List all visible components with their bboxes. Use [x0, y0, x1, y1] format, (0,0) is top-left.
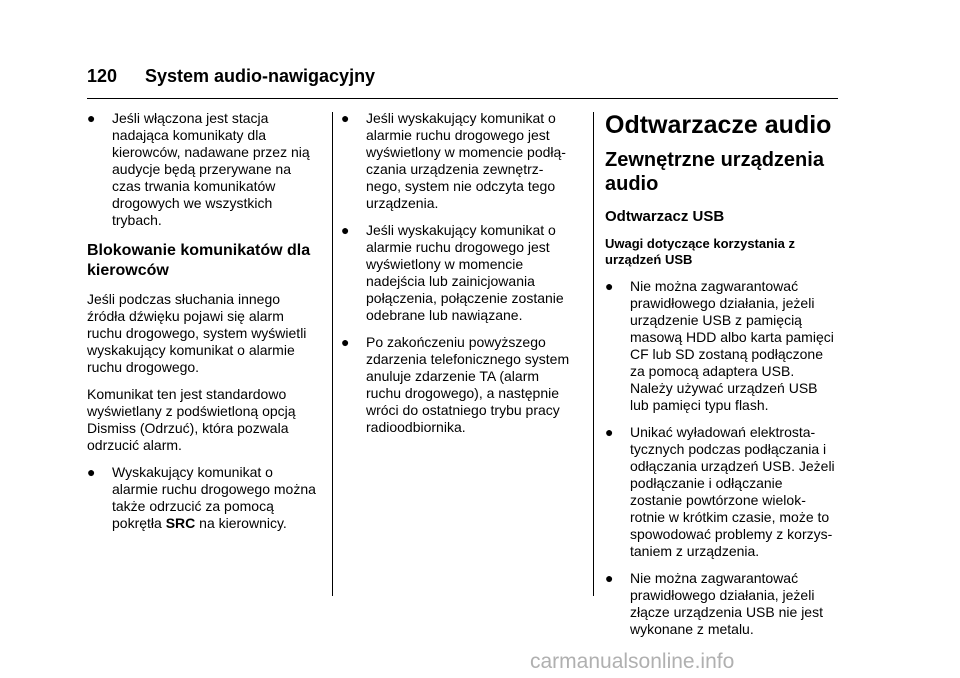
notes-heading: Uwagi dotyczące korzystania z urządzeń USB [605, 236, 796, 267]
list-item-text: Jeśli wyskakujący komunikat o alarmie ruchu drogowego jest wyświetlony w momencie podłą- czania urządzenia zewnętrz- nego, system nie odczyta tego urządzenia. [366, 110, 566, 211]
list-item-text: Nie można zagwarantować prawidłowego działania, jeżeli urządzenie USB z pamięcią masową HDD albo karta pamięci CF lub SD zostaną podłączone za pomocą adaptera USB. Należy używać urządzeń USB lub pamięci typu flash. [630, 278, 834, 413]
watermark: carmanualsonline.info [530, 650, 735, 673]
section-heading: Odtwarzacz USB [605, 208, 725, 225]
page-title: System audio-nawigacyjny [145, 66, 376, 86]
bullet-icon: ● [87, 110, 96, 126]
page-header [87, 66, 375, 87]
bullet-icon: ● [605, 278, 614, 294]
list-item [605, 570, 845, 638]
list-item-text-part: na kierownicy. [195, 515, 287, 531]
page-number: 120 [87, 66, 118, 86]
chapter-subtitle: Zewnętrzne urządzenia audio [605, 149, 824, 195]
bullet-icon: ● [87, 464, 96, 480]
column-3 [605, 110, 845, 648]
bullet-icon: ● [605, 570, 614, 586]
list-item [341, 334, 586, 436]
list-item-text: Nie można zagwarantować prawidłowego działania, jeżeli złącze urządzenia USB nie jest wykonane z metalu. [630, 570, 823, 637]
list-item [605, 278, 845, 414]
list-item-text: Jeśli włączona jest stacja nadająca komunikaty dla kierowców, nadawane przez nią audycje będą przerywane na czas trwania komunikatów drogowych we wszystkich trybach. [112, 110, 310, 228]
src-knob-label: SRC [165, 515, 196, 531]
list-item [341, 110, 586, 212]
column-divider-2 [593, 112, 594, 596]
list-item-text: Jeśli wyskakujący komunikat o alarmie ruchu drogowego jest wyświetlony w momencie nadejścia lub zainicjowania połączenia, połączenie zostanie odebrane lub nawiązane. [366, 222, 564, 323]
list-item [87, 110, 327, 229]
section-heading: Blokowanie komunikatów dla kierowców [87, 242, 311, 279]
bullet-icon: ● [341, 110, 350, 126]
paragraph: Komunikat ten jest standardowo wyświetlany z podświetloną opcją Dismiss (Odrzuć), która pozwala odrzucić alarm. [87, 386, 296, 453]
column-1 [87, 110, 327, 542]
bullet-icon: ● [341, 222, 350, 238]
chapter-title: Odtwarzacze audio [605, 111, 832, 139]
paragraph: Jeśli podczas słuchania innego źródła dźwięku pojawi się alarm ruchu drogowego, system wyświetli wyskakujący komunikat o alarmie ruchu drogowego. [87, 291, 307, 375]
list-item-text: Po zakończeniu powyższego zdarzenia telefonicznego system anuluje zdarzenie TA (alarm ruchu drogowego), a następnie wróci do ostatniego trybu pracy radioodbiornika. [366, 334, 570, 435]
bullet-icon: ● [341, 334, 350, 350]
column-divider-1 [332, 112, 333, 596]
column-2 [341, 110, 586, 446]
header-rule [87, 98, 838, 99]
list-item-text: Unikać wyładowań elektrosta- tycznych podczas podłączania i odłączania urządzeń USB. Jeżeli podłączanie i odłączanie zostanie powtórzone wielok- rotnie w krótkim czasie, może to spowodować problemy z korzys- taniem z urządzenia. [630, 424, 835, 559]
list-item-text-part: Wyskakujący komunikat o alarmie ruchu drogowego można także odrzucić za pomocą pokrętła [112, 464, 316, 531]
list-item [605, 424, 845, 560]
list-item-text [112, 464, 316, 531]
list-item [341, 222, 586, 324]
list-item [87, 464, 327, 532]
bullet-icon: ● [605, 424, 614, 440]
